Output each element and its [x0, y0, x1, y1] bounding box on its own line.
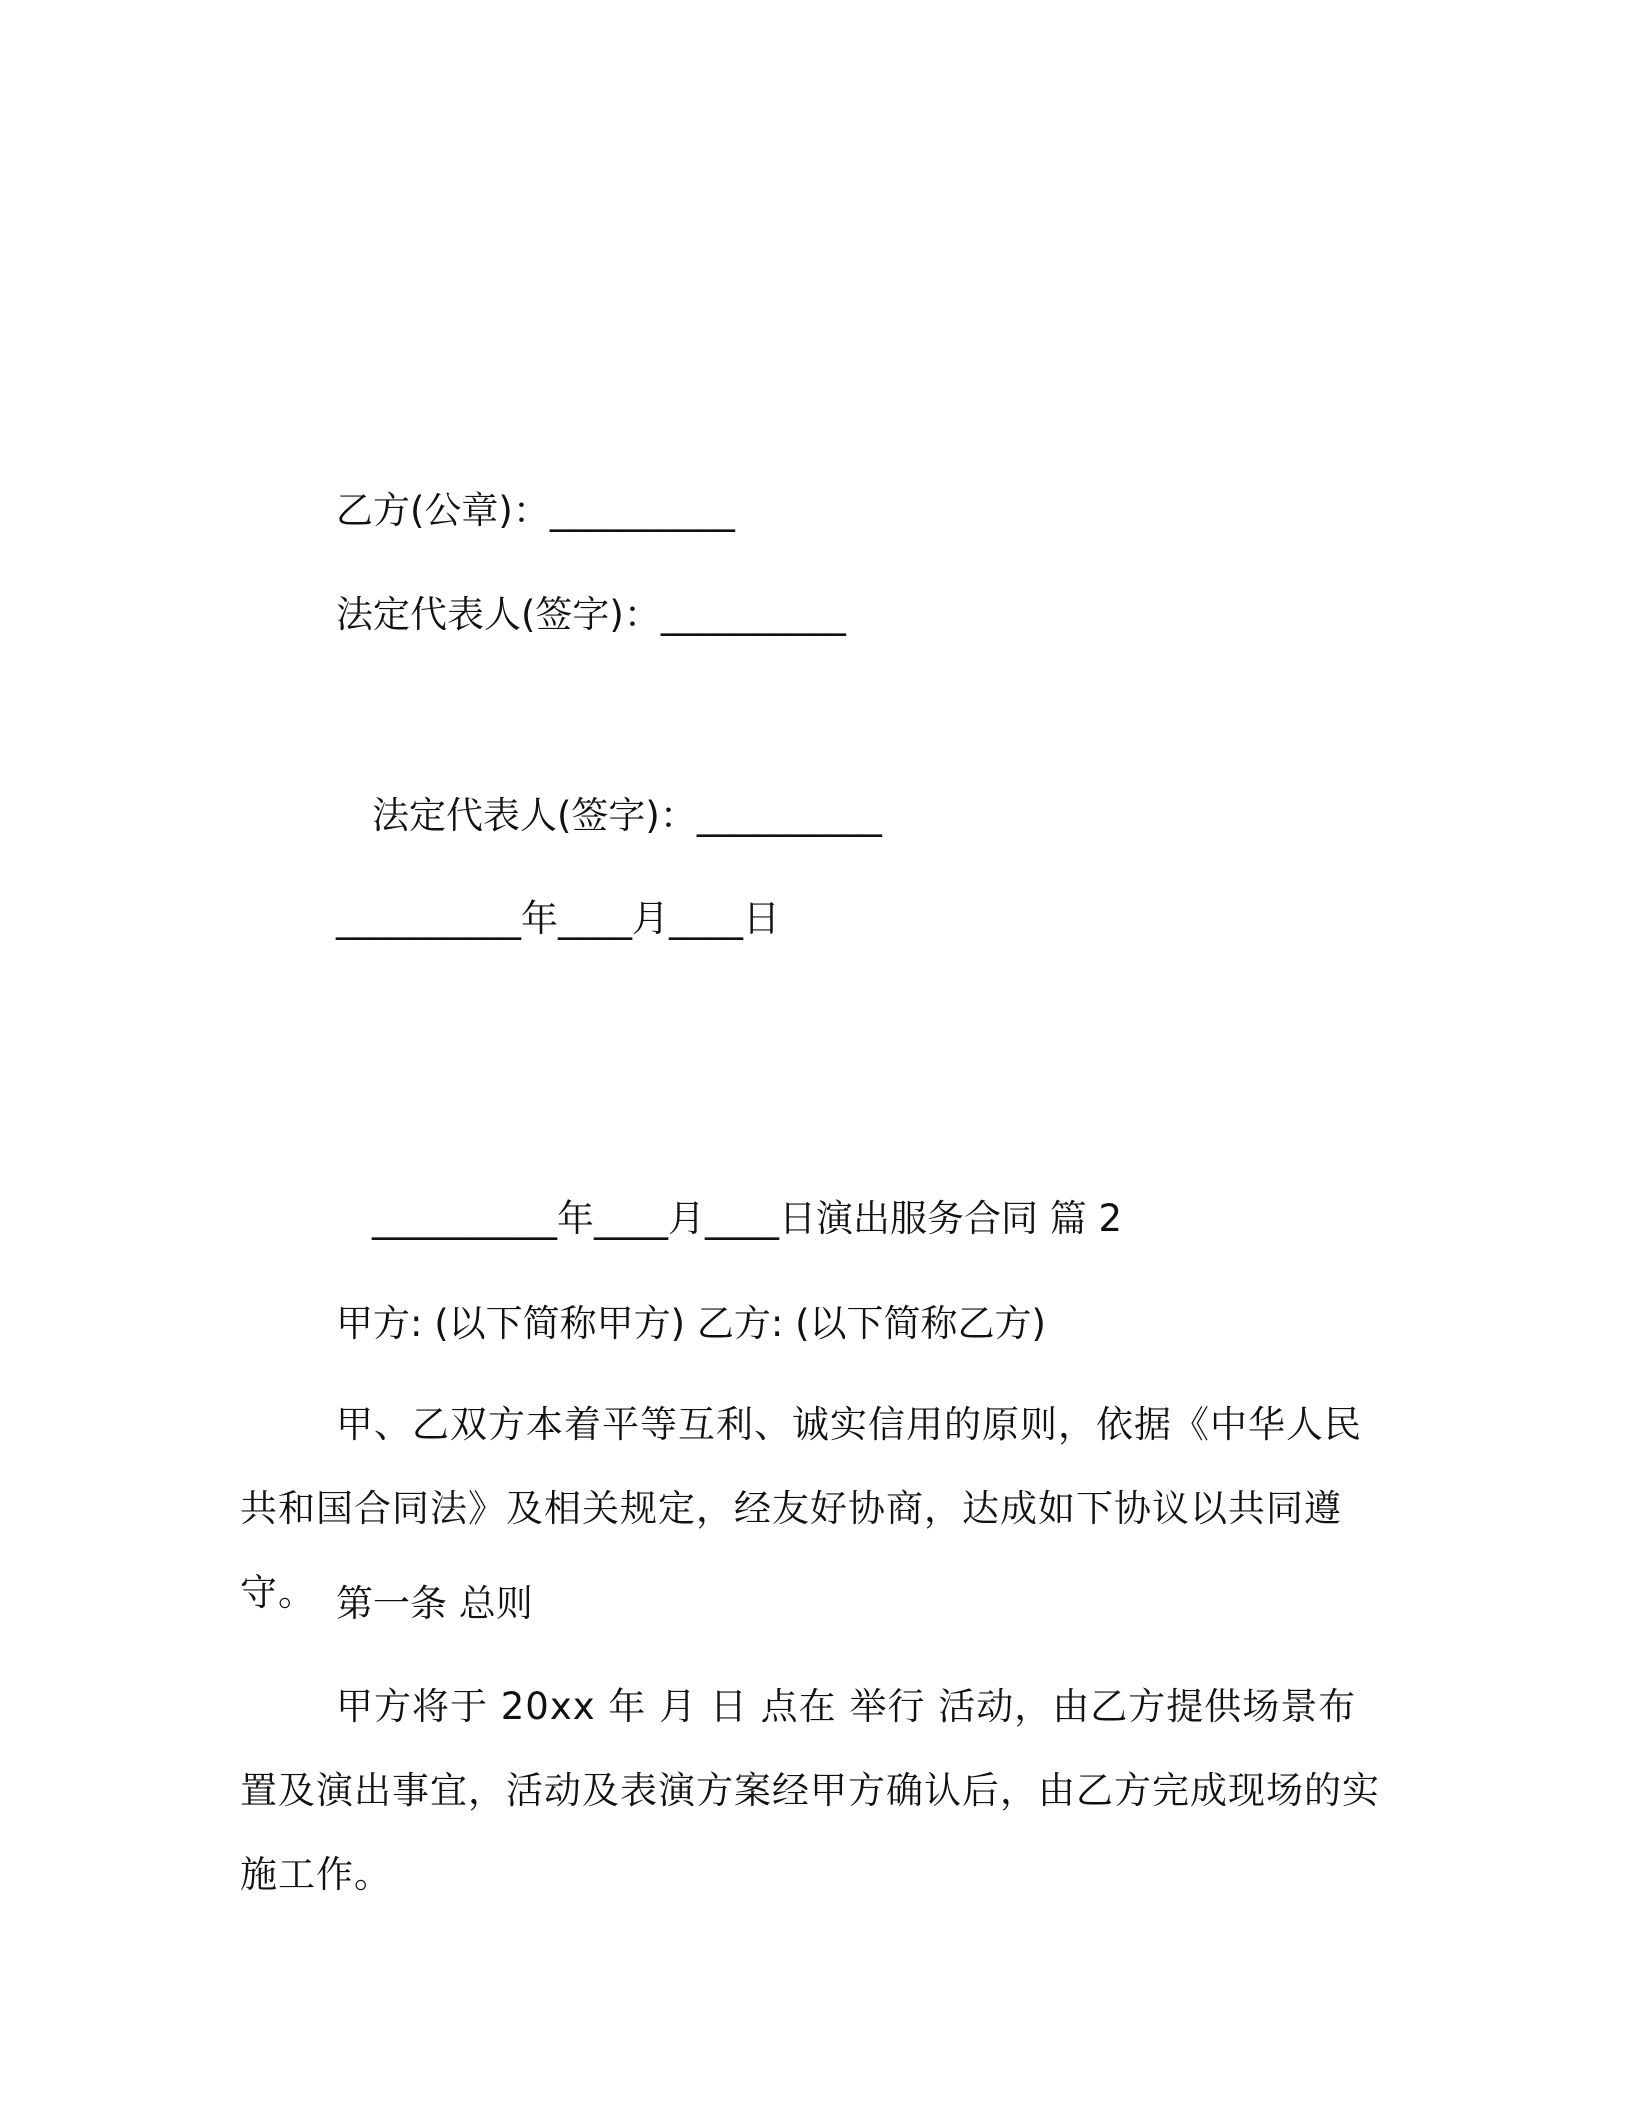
- signature-date-line: __________年____月____日: [336, 897, 780, 940]
- contract-parties: 甲方: (以下简称甲方) 乙方: (以下简称乙方): [336, 1302, 1046, 1345]
- legal-representative-line: 法定代表人(签字)：__________: [372, 794, 882, 837]
- contract-title: __________年____月____日演出服务合同 篇 2: [372, 1197, 1123, 1240]
- party-b-seal-line: 乙方(公章)：__________: [336, 489, 735, 532]
- article-1-heading: 第一条 总则: [336, 1582, 533, 1625]
- legal-representative-line: 法定代表人(签字)：__________: [336, 593, 846, 636]
- article-1-body: 甲方将于 20xx 年 月 日 点在 举行 活动，由乙方提供场景布置及演出事宜，活动及表演方案经甲方确认后，由乙方完成现场的实施工作。: [240, 1685, 1380, 1896]
- contract-preamble: 甲、乙双方本着平等互利、诚实信用的原则，依据《中华人民共和国合同法》及相关规定，经友好协商，达成如下协议以共同遵守。: [240, 1403, 1362, 1614]
